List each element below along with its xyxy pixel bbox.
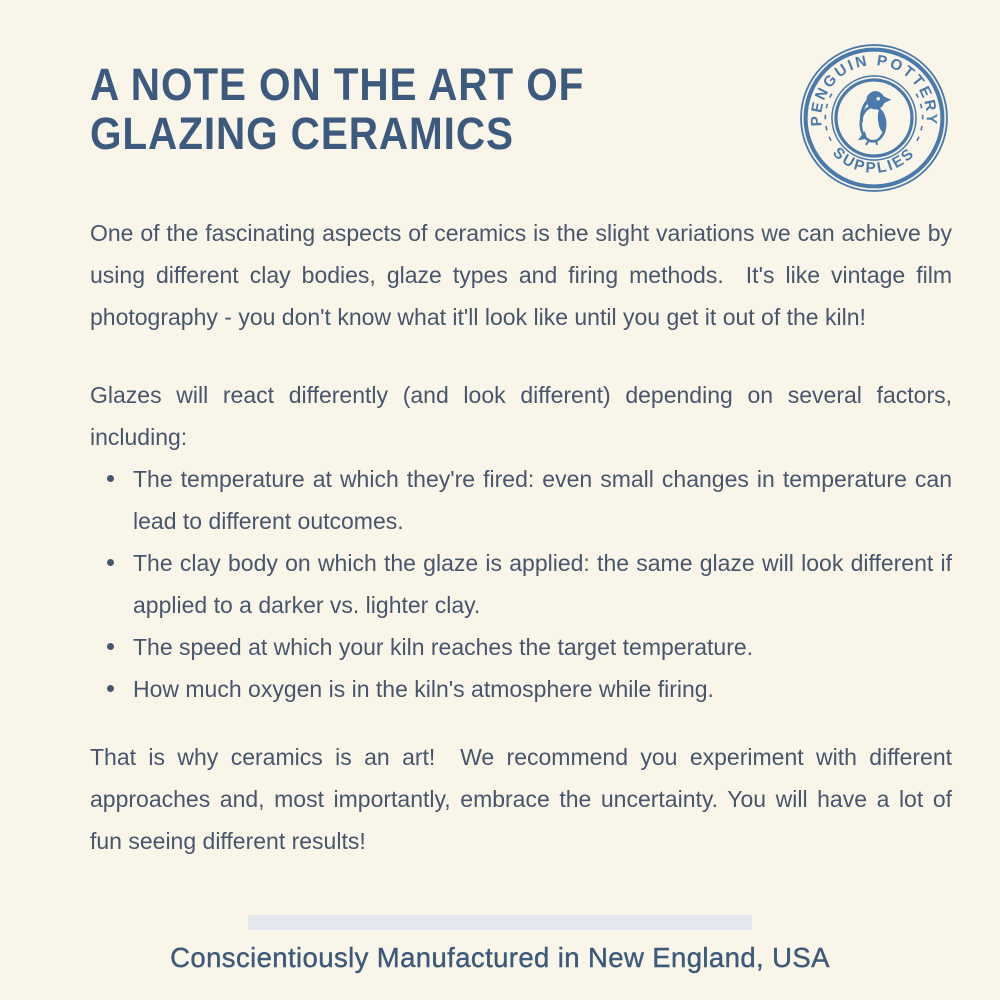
brand-logo-stamp	[798, 42, 950, 194]
paragraph-intro: One of the fascinating aspects of ceramics is the slight variations we can achieve by using different clay bodies, glaze types and firing methods. It's like vintage film photography - you don't know what it'll look like until you get it out of the kiln!	[90, 220, 952, 330]
page-title	[90, 60, 584, 158]
factors-list	[90, 458, 952, 710]
penguin-pottery-logo	[798, 42, 950, 194]
list-item-temperature: The temperature at which they're fired: even small changes in temperature can lead to different outcomes.	[133, 458, 952, 542]
paragraph-factors-lead: Glazes will react differently (and look different) depending on several factors, including:	[90, 382, 952, 450]
list-item-oxygen: How much oxygen is in the kiln's atmosphere while firing.	[133, 668, 952, 710]
divider-bar	[248, 915, 752, 930]
page-title-line-2: GLAZING CERAMICS	[90, 108, 514, 159]
logo-arc-top-text: PENGUIN POTTERY	[808, 52, 940, 127]
logo-arc-bottom-text: SUPPLIES	[829, 144, 919, 177]
footer-text: Conscientiously Manufactured in New England, USA	[170, 942, 830, 973]
page-title-line-1: A NOTE ON THE ART OF	[90, 59, 585, 110]
list-item-kiln-speed: The speed at which your kiln reaches the target temperature.	[133, 626, 952, 668]
article-body	[90, 212, 952, 862]
list-item-clay-body: The clay body on which the glaze is applied: the same glaze will look different if applied to a darker vs. lighter clay.	[133, 542, 952, 626]
paragraph-conclusion: That is why ceramics is an art! We recommend you experiment with different approaches and, most importantly, embrace the uncertainty. You will have a lot of fun seeing different results!	[90, 744, 952, 854]
penguin-icon	[858, 91, 891, 145]
